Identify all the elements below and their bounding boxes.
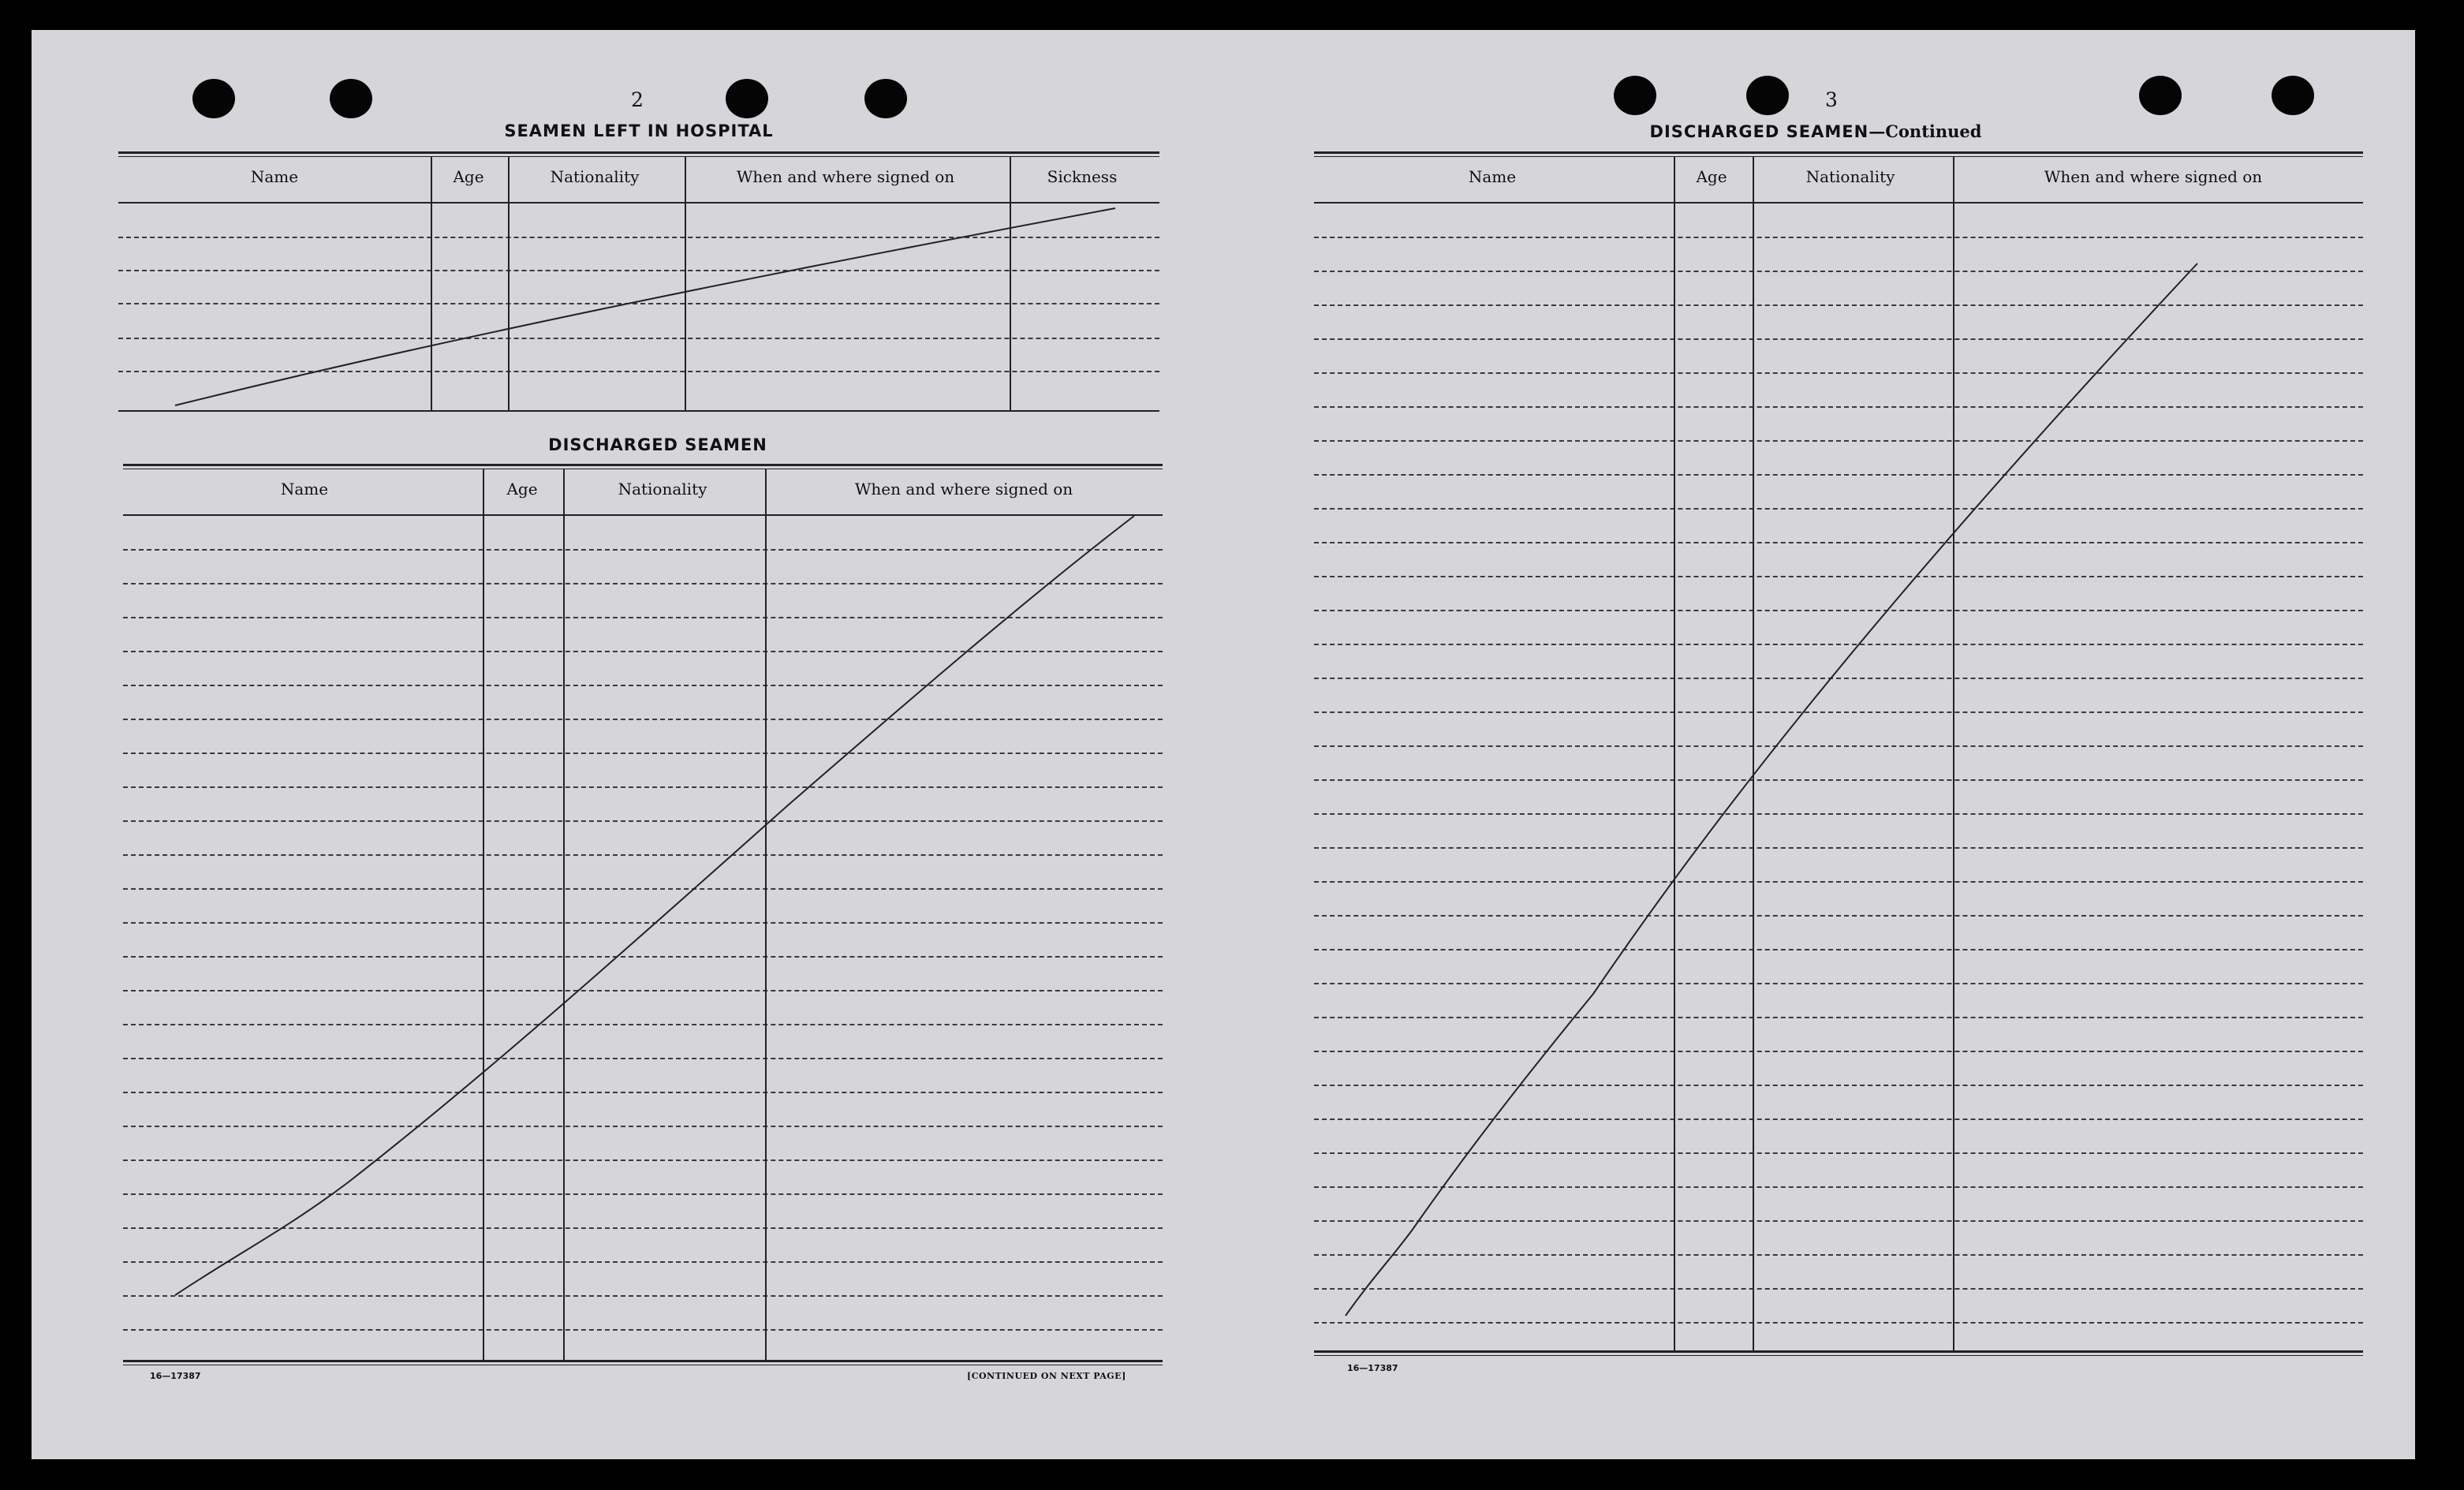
- discharged-continued-title-text: DISCHARGED SEAMEN: [1649, 122, 1869, 141]
- discharged-section-title: DISCHARGED SEAMEN: [548, 435, 767, 454]
- punch-hole: [330, 79, 372, 118]
- continued-suffix: —Continued: [1869, 121, 1982, 141]
- discharged-continued-table: [1314, 151, 2363, 1358]
- column-header-name: Name: [280, 480, 329, 499]
- discharged-table: [123, 464, 1163, 1369]
- column-header-age: Age: [506, 480, 538, 499]
- column-header-signed-on: When and where signed on: [854, 480, 1073, 499]
- punch-hole: [2272, 76, 2314, 115]
- page-number-left: 2: [631, 88, 644, 111]
- continued-on-next-page-note: [CONTINUED ON NEXT PAGE]: [967, 1371, 1126, 1381]
- discharged-continued-section-title: [1650, 121, 1982, 141]
- punch-hole: [1614, 76, 1656, 115]
- column-header-sickness: Sickness: [1047, 167, 1118, 186]
- column-header-signed-on: When and where signed on: [736, 167, 955, 186]
- column-header-nationality: Nationality: [1805, 167, 1895, 186]
- column-header-name: Name: [250, 167, 299, 186]
- hospital-section-title: SEAMEN LEFT IN HOSPITAL: [504, 121, 774, 140]
- punch-hole: [1746, 76, 1789, 115]
- column-header-nationality: Nationality: [618, 480, 707, 499]
- column-header-nationality: Nationality: [550, 167, 640, 186]
- punch-hole: [192, 79, 235, 118]
- page-number-right: 3: [1825, 88, 1838, 111]
- form-number-right: 16—17387: [1347, 1363, 1398, 1373]
- form-number-left: 16—17387: [150, 1371, 201, 1381]
- hospital-table: [118, 151, 1159, 412]
- column-header-age: Age: [453, 167, 484, 186]
- column-header-age: Age: [1696, 167, 1727, 186]
- column-header-signed-on: When and where signed on: [2044, 167, 2263, 186]
- punch-hole: [726, 79, 768, 118]
- punch-hole: [2139, 76, 2182, 115]
- column-header-name: Name: [1468, 167, 1517, 186]
- punch-hole: [864, 79, 907, 118]
